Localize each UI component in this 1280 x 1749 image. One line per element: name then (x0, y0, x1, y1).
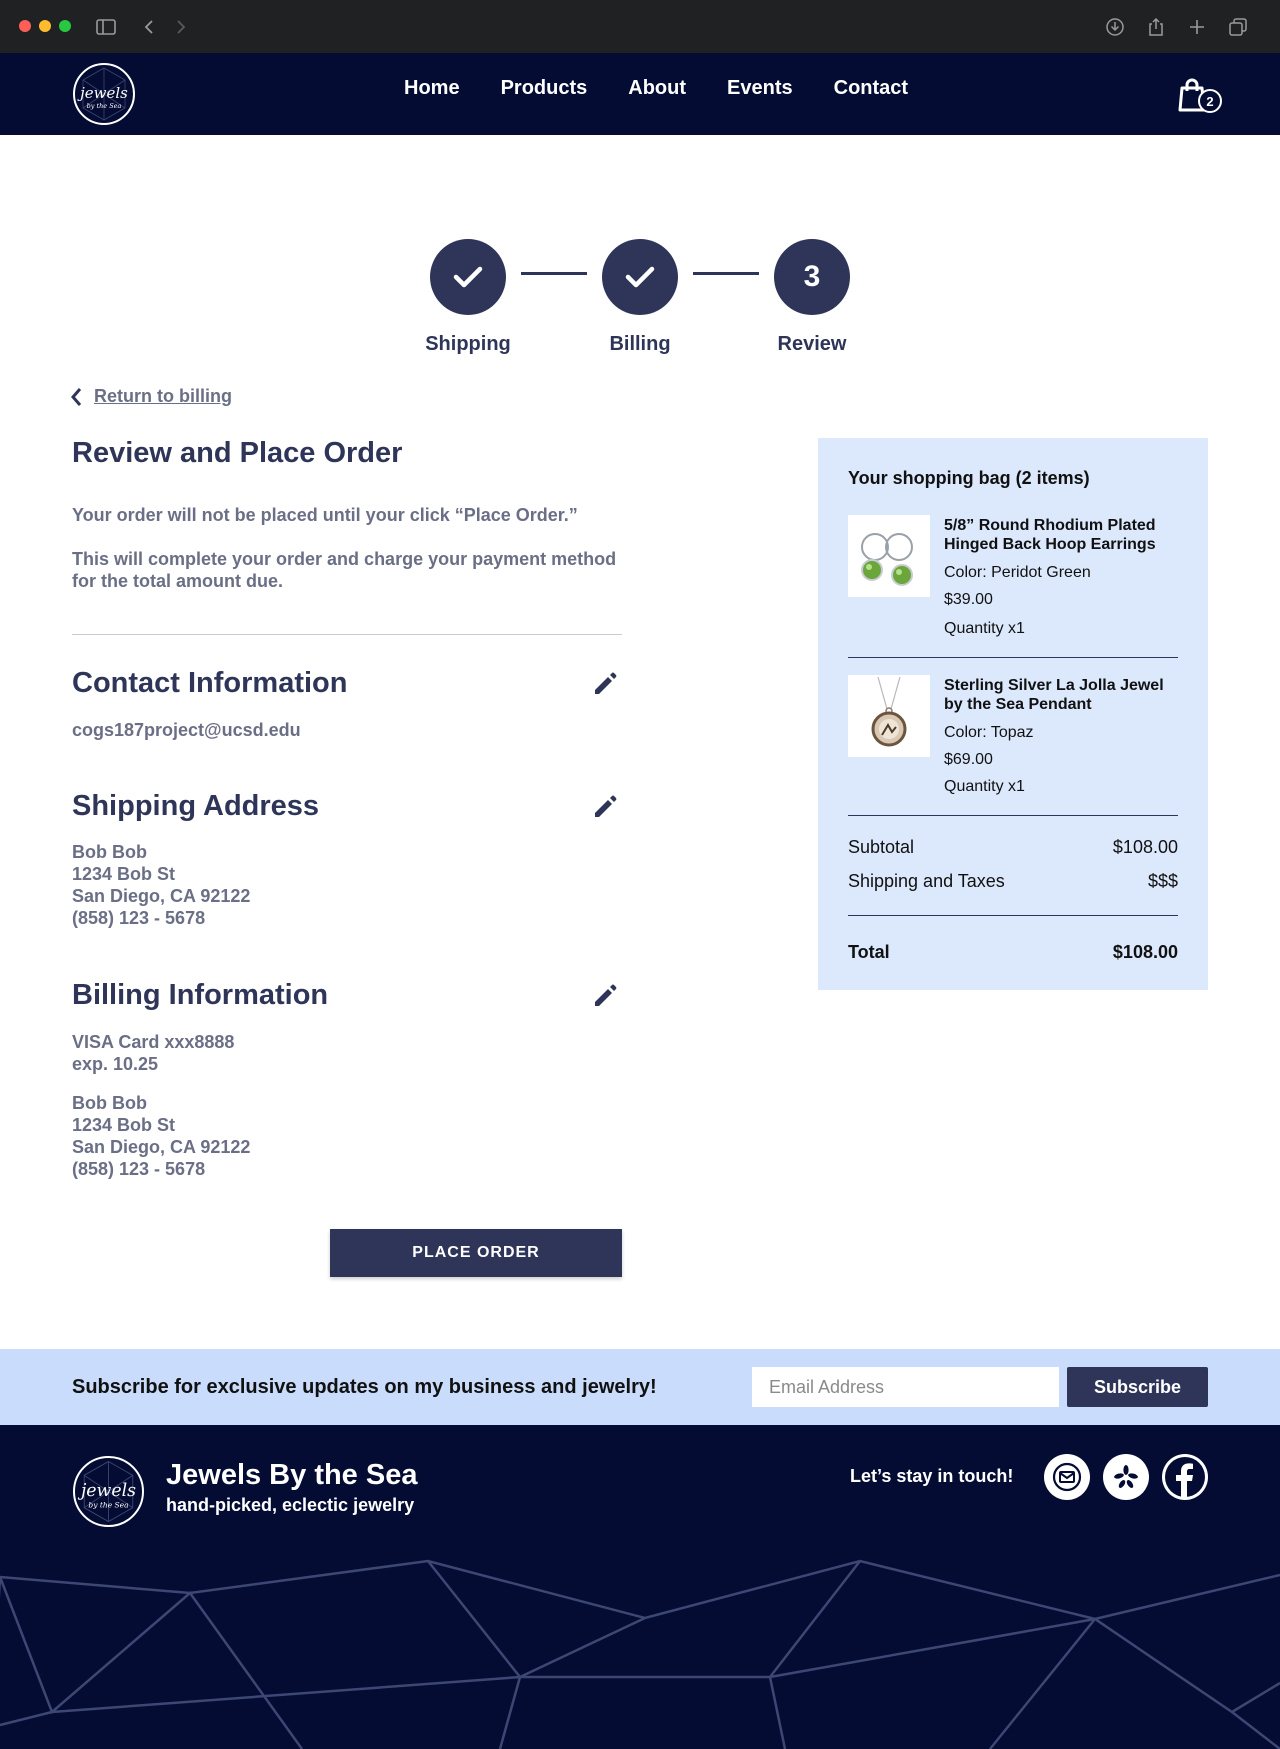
share-icon[interactable] (1143, 14, 1169, 40)
footer-brand-name: Jewels By the Sea (166, 1459, 418, 1491)
nav-contact[interactable]: Contact (833, 77, 909, 99)
item-2-color: Color: Topaz (944, 724, 1034, 741)
item-1-color: Color: Peridot Green (944, 564, 1091, 581)
shipping-city: San Diego, CA 92122 (72, 886, 251, 906)
subtotal-value: $108.00 (1112, 837, 1178, 857)
billing-expiry: exp. 10.25 (72, 1054, 159, 1074)
footer-logo[interactable] (73, 1456, 144, 1527)
order-summary-panel (818, 438, 1208, 990)
billing-street: 1234 Bob St (72, 1115, 176, 1135)
nav-about[interactable]: About (628, 77, 687, 99)
shipping-street: 1234 Bob St (72, 864, 176, 884)
billing-city: San Diego, CA 92122 (72, 1137, 251, 1157)
shipping-name: Bob Bob (72, 842, 147, 862)
contact-info-title: Contact Information (72, 667, 348, 699)
footer-tagline: hand-picked, eclectic jewelry (166, 1495, 415, 1515)
yelp-social-button[interactable] (1103, 1454, 1149, 1500)
nav-home[interactable]: Home (404, 77, 460, 99)
section-divider (72, 634, 622, 635)
svg-text:jewels: jewels (80, 84, 128, 102)
tab-overview-icon[interactable] (1225, 14, 1251, 40)
site-footer (0, 1425, 1280, 1749)
pencil-icon (591, 982, 619, 1010)
site-header (0, 53, 1280, 135)
shipping-phone: (858) 123 - 5678 (72, 908, 206, 928)
site-logo[interactable] (73, 63, 135, 125)
svg-text:jewels: jewels (80, 1481, 137, 1502)
email-social-button[interactable] (1044, 1454, 1090, 1500)
new-tab-icon[interactable] (1184, 14, 1210, 40)
maximize-window-button[interactable] (59, 20, 71, 32)
check-icon (453, 265, 483, 289)
nav-events[interactable]: Events (727, 77, 793, 99)
item-2-name: Sterling Silver La Jolla Jewel by the Sea Pendant (944, 677, 1164, 713)
item-divider (848, 815, 1178, 816)
footer-stay-in-touch: Let’s stay in touch! (850, 1466, 1014, 1486)
step-shipping-circle (430, 239, 506, 315)
billing-info-title: Billing Information (72, 979, 329, 1011)
close-window-button[interactable] (19, 20, 31, 32)
step-billing-circle (602, 239, 678, 315)
billing-phone: (858) 123 - 5678 (72, 1159, 206, 1179)
pencil-icon (591, 793, 619, 821)
edit-billing-button[interactable] (588, 979, 622, 1013)
item-1-price: $39.00 (944, 591, 993, 608)
step-connector (521, 272, 587, 275)
step-review-circle: 3 (774, 239, 850, 315)
contact-email: cogs187project@ucsd.edu (72, 720, 301, 740)
main-nav (404, 77, 949, 100)
item-1-name: 5/8” Round Rhodium Plated Hinged Back Hoop Earrings (944, 517, 1156, 553)
item-divider (848, 657, 1178, 658)
shopping-bag-button[interactable] (1178, 77, 1224, 117)
step-shipping-label: Shipping (425, 333, 511, 355)
yelp-icon (1113, 1464, 1139, 1490)
bag-title: Your shopping bag (2 items) (848, 468, 1090, 488)
page-title: Review and Place Order (72, 437, 403, 469)
facebook-social-button[interactable] (1162, 1454, 1208, 1500)
subtotal-label: Subtotal (848, 837, 915, 857)
item-2-price: $69.00 (944, 751, 993, 768)
order-charge-note: This will complete your order and charge your payment method for the total amount due. (72, 549, 617, 591)
svg-text:by the Sea: by the Sea (86, 102, 122, 110)
envelope-icon (1052, 1462, 1082, 1492)
forward-icon[interactable] (168, 14, 194, 40)
shipping-taxes-value: $$$ (1147, 871, 1178, 891)
edit-shipping-button[interactable] (588, 790, 622, 824)
earrings-thumbnail (848, 515, 930, 597)
sidebar-toggle-icon[interactable] (93, 14, 119, 40)
order-note: Your order will not be placed until your click “Place Order.” (72, 505, 578, 525)
item-1-quantity: Quantity x1 (944, 620, 1025, 637)
billing-name: Bob Bob (72, 1093, 147, 1113)
back-icon[interactable] (136, 14, 162, 40)
pendant-thumbnail (848, 675, 930, 757)
total-divider (848, 915, 1178, 916)
billing-card: VISA Card xxx8888 (72, 1032, 235, 1052)
facebook-icon (1162, 1454, 1208, 1500)
check-icon (625, 265, 655, 289)
item-2-quantity: Quantity x1 (944, 778, 1025, 795)
total-value: $108.00 (1112, 942, 1178, 962)
place-order-button[interactable]: PLACE ORDER (330, 1229, 622, 1277)
step-review-label: Review (777, 333, 847, 355)
email-input[interactable] (752, 1367, 1059, 1407)
shipping-taxes-label: Shipping and Taxes (848, 871, 1005, 891)
svg-text:by the Sea: by the Sea (88, 1500, 129, 1510)
edit-contact-button[interactable] (588, 667, 622, 701)
return-link-label: Return to billing (94, 386, 232, 406)
chevron-left-icon (70, 387, 82, 407)
step-billing-label: Billing (609, 333, 671, 355)
subscribe-text: Subscribe for exclusive updates on my business and jewelry! (72, 1376, 657, 1398)
pencil-icon (591, 670, 619, 698)
subscribe-button[interactable]: Subscribe (1067, 1367, 1208, 1407)
download-icon[interactable] (1102, 14, 1128, 40)
shipping-address-title: Shipping Address (72, 790, 320, 822)
subscribe-bar (0, 1349, 1280, 1425)
total-label: Total (848, 942, 890, 962)
cart-count-badge: 2 (1198, 89, 1222, 113)
step-connector (693, 272, 759, 275)
minimize-window-button[interactable] (39, 20, 51, 32)
return-to-billing-link[interactable] (70, 386, 232, 407)
nav-products[interactable]: Products (500, 77, 588, 99)
browser-toolbar (0, 0, 1280, 53)
